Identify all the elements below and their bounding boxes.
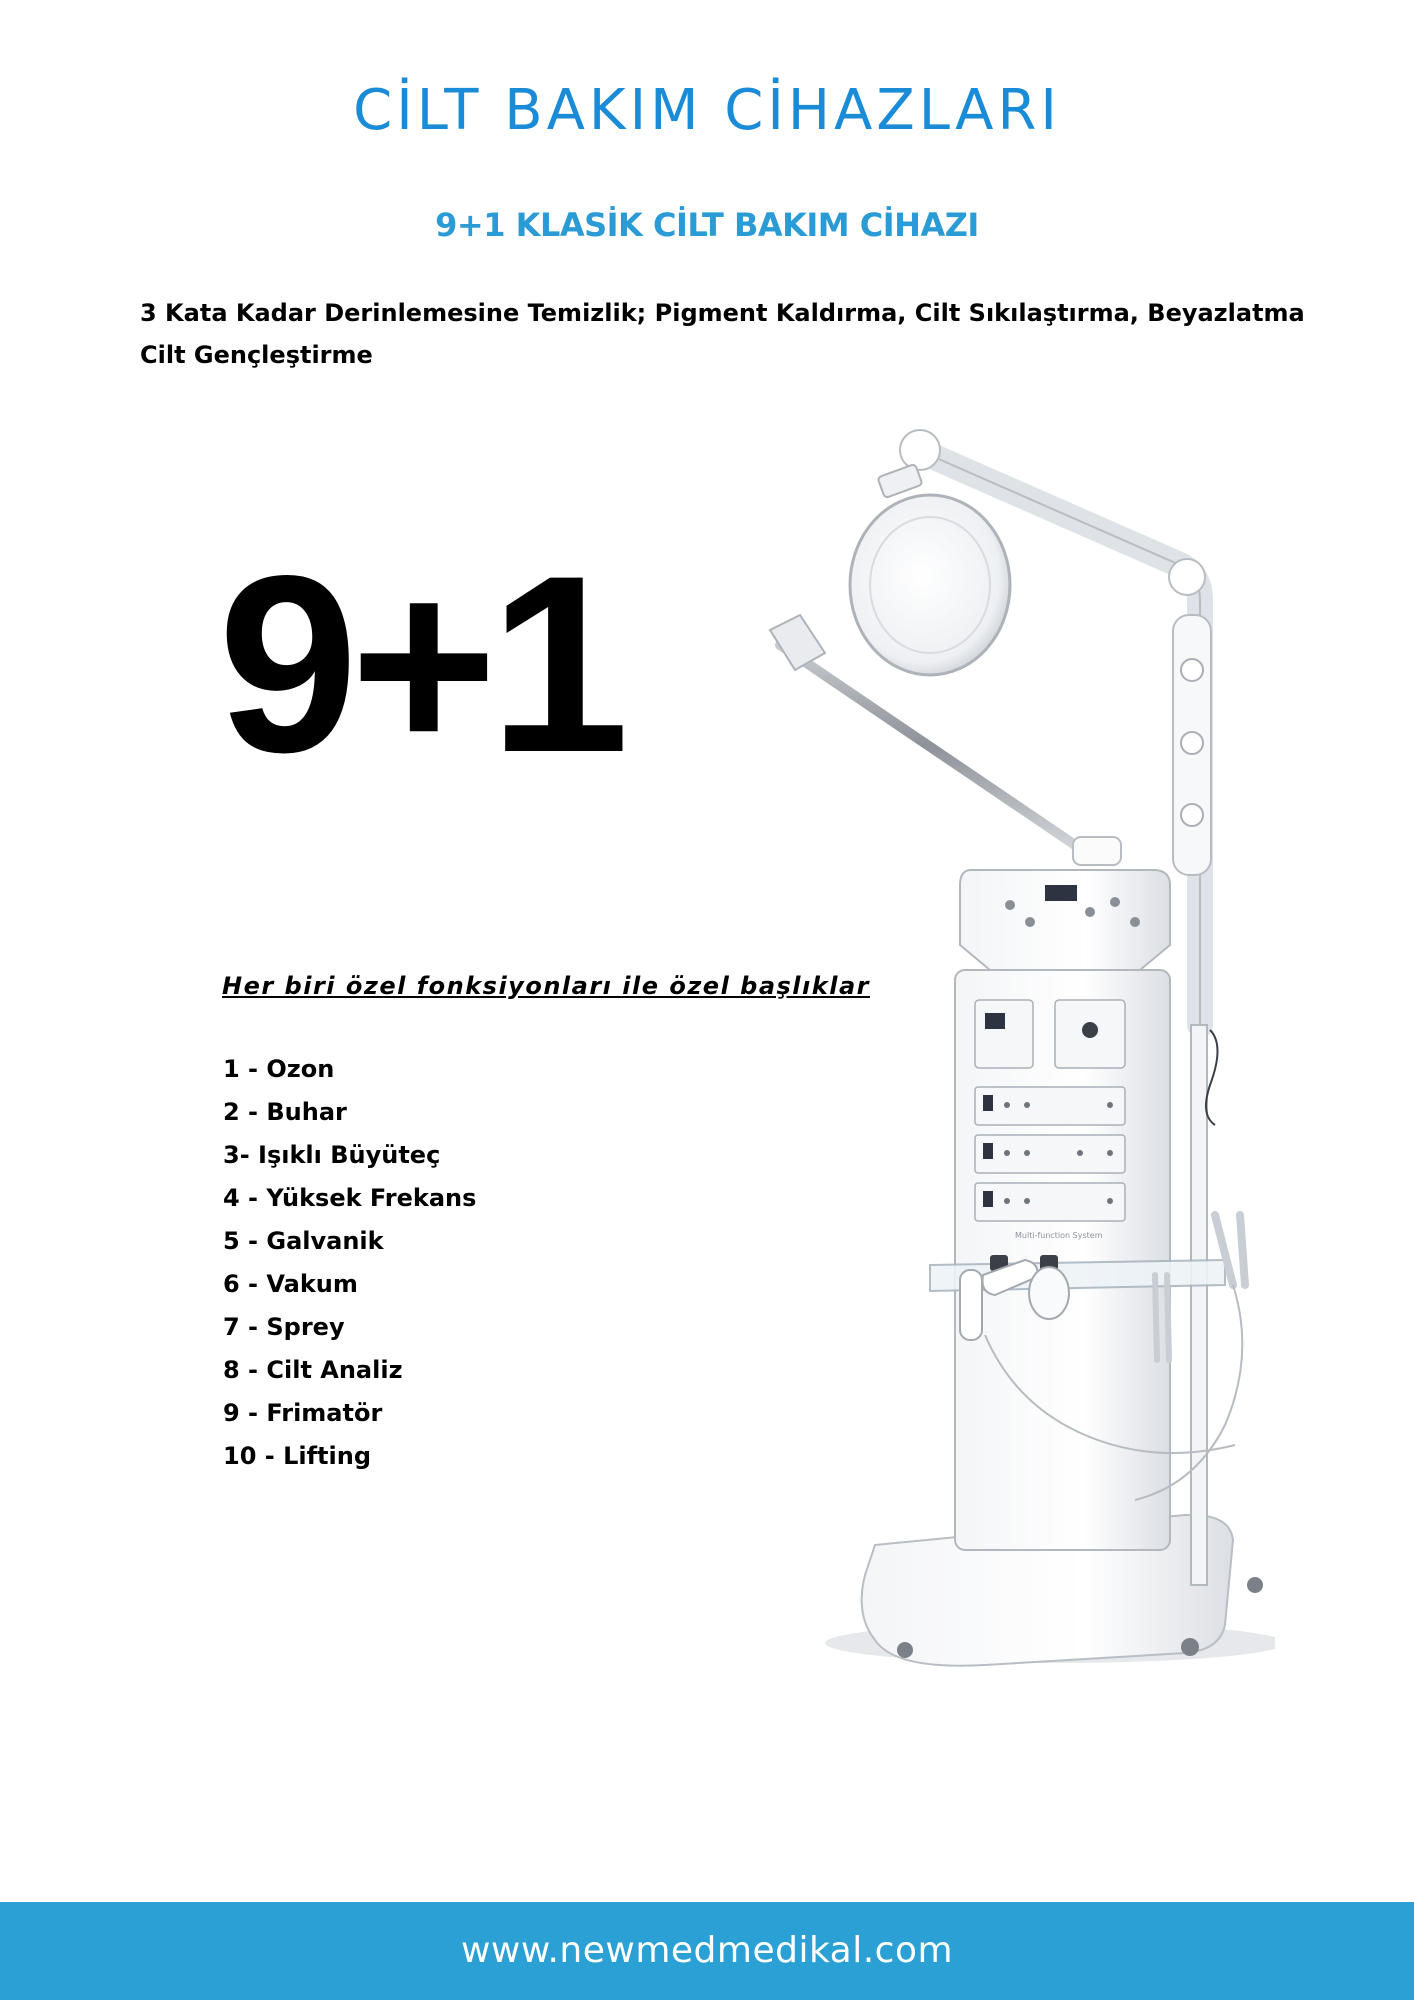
feature-item-isikli-buyutec: 3- Işıklı Büyüteç: [223, 1141, 441, 1169]
footer-bar: [0, 1902, 1414, 2000]
description-line-1: 3 Kata Kadar Derinlemesine Temizlik; Pigment Kaldırma, Cilt Sıkılaştırma, Beyazlatma: [140, 299, 1305, 327]
footer-website-link[interactable]: www.newmedmedikal.com: [460, 1930, 954, 1971]
arm-button-3: [1181, 804, 1203, 826]
feature-item-ozon: 1 - Ozon: [223, 1055, 335, 1083]
description-line-2: Cilt Gençleştirme: [140, 341, 373, 369]
feature-item-lifting: 10 - Lifting: [223, 1442, 371, 1470]
side-pole: [1191, 1025, 1207, 1585]
device-panel-label: Multi-function System: [1015, 1231, 1103, 1240]
page-title: CİLT BAKIM CİHAZLARI: [353, 78, 1061, 143]
steamer-jar: [1073, 837, 1121, 865]
arm-button-1: [1181, 659, 1203, 681]
feature-item-frimator: 9 - Frimatör: [223, 1399, 383, 1427]
magnifier-switch: [877, 464, 922, 498]
product-title: 9+1 KLASİK CİLT BAKIM CİHAZI: [435, 206, 979, 244]
arm-joint-elbow: [1169, 559, 1205, 595]
feature-list: [223, 1048, 476, 1478]
product-description: [140, 292, 1320, 376]
device-wheel-left: [897, 1642, 913, 1658]
module-panel-1: [975, 1087, 1125, 1125]
module-panel-3: [975, 1183, 1125, 1221]
arm-joint-top: [900, 430, 940, 470]
timer-panel: [975, 1000, 1033, 1068]
module-panel-2: [975, 1135, 1125, 1173]
feature-item-galvanik: 5 - Galvanik: [223, 1227, 384, 1255]
vacuum-handpiece: [960, 1270, 982, 1340]
big-number-heading: 9+1: [218, 524, 622, 805]
arm-button-2: [1181, 732, 1203, 754]
feature-item-sprey: 7 - Sprey: [223, 1313, 345, 1341]
feature-item-yuksek-frekans: 4 - Yüksek Frekans: [223, 1184, 477, 1212]
features-heading: Her biri özel fonksiyonları ile özel başlıklar: [222, 972, 870, 1000]
electrode-2: [1240, 1215, 1245, 1285]
feature-item-cilt-analiz: 8 - Cilt Analiz: [223, 1356, 403, 1384]
feature-item-vakum: 6 - Vakum: [223, 1270, 358, 1298]
device-wheel-front: [1181, 1638, 1199, 1656]
skin-care-device-image: [755, 425, 1275, 1675]
steamer-nozzle: [770, 615, 825, 670]
device-wheel-right: [1247, 1577, 1263, 1593]
feature-item-buhar: 2 - Buhar: [223, 1098, 347, 1126]
magnifier-lamp: [850, 495, 1010, 675]
glass-jar: [1029, 1267, 1069, 1319]
